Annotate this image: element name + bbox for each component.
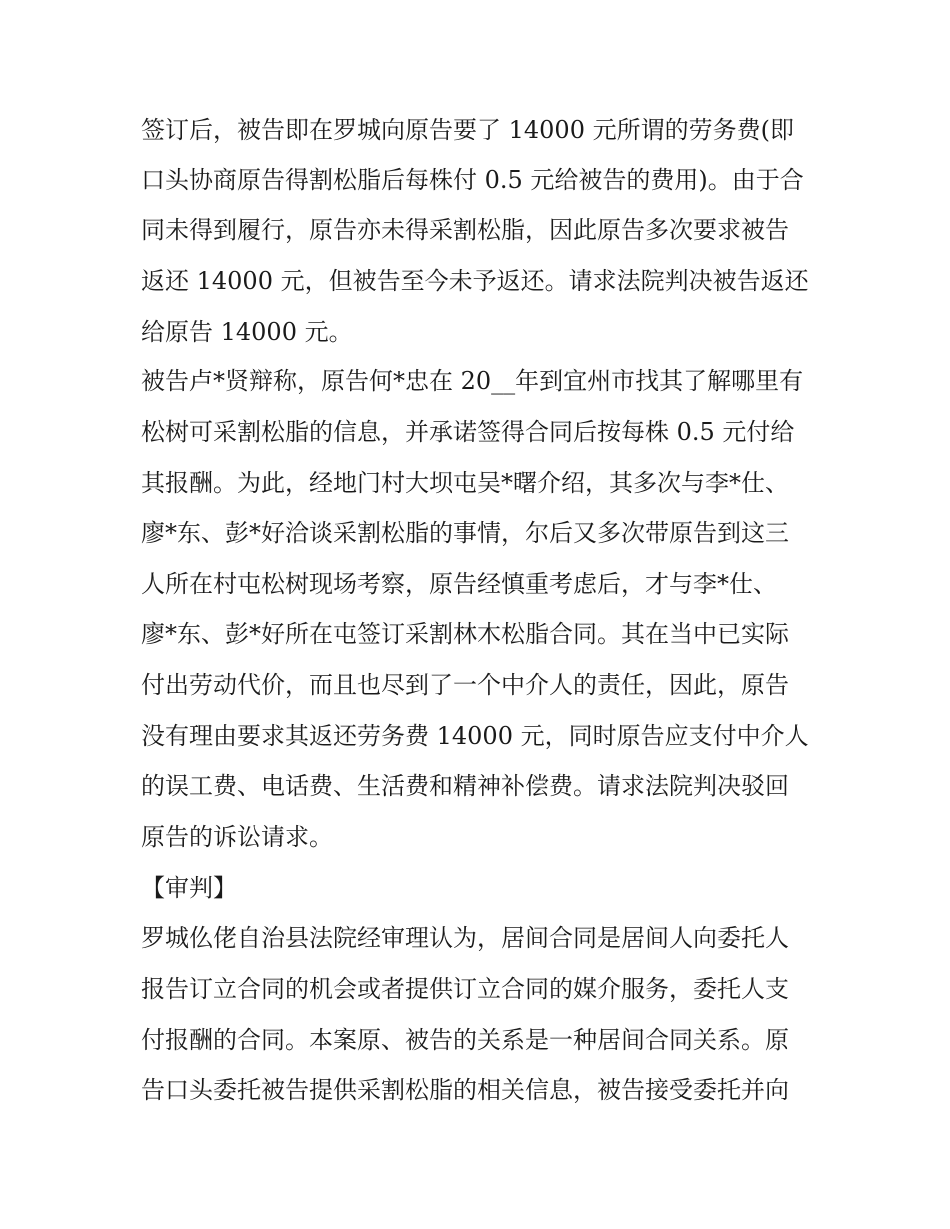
section-heading: 【审判】: [141, 874, 237, 902]
text-line: 人所在村屯松树现场考察，原告经慎重考虑后，才与李*仕、: [141, 570, 777, 598]
text-line: 松树可采割松脂的信息，并承诺签得合同后按每株 0.5 元付给: [141, 418, 795, 446]
text-line: 报告订立合同的机会或者提供订立合同的媒介服务，委托人支: [141, 975, 789, 1003]
text-line: 其报酬。为此，经地门村大坝屯吴*曙介绍，其多次与李*仕、: [141, 469, 789, 497]
text-line: 的误工费、电话费、生活费和精神补偿费。请求法院判决驳回: [141, 772, 789, 800]
text-line: 签订后，被告即在罗城向原告要了 14000 元所谓的劳务费(即: [141, 116, 794, 144]
text-line: 告口头委托被告提供采割松脂的相关信息，被告接受委托并向: [141, 1076, 789, 1104]
text-line: 廖*东、彭*好洽谈采割松脂的事情，尔后又多次带原告到这三: [141, 519, 789, 547]
text-line: 口头协商原告得割松脂后每株付 0.5 元给被告的费用)。由于合: [141, 166, 804, 194]
text-line: 返还 14000 元，但被告至今未予返还。请求法院判决被告返还: [141, 267, 809, 295]
text-line: 廖*东、彭*好所在屯签订采割林木松脂合同。其在当中已实际: [141, 620, 789, 648]
text-line: 同未得到履行，原告亦未得采割松脂，因此原告多次要求被告: [141, 216, 789, 244]
text-line: 付出劳动代价，而且也尽到了一个中介人的责任，因此，原告: [141, 671, 789, 699]
text-line: 没有理由要求其返还劳务费 14000 元，同时原告应支付中介人: [141, 722, 809, 750]
text-line: 罗城仫佬自治县法院经审理认为，居间合同是居间人向委托人: [141, 924, 789, 952]
text-line: 付报酬的合同。本案原、被告的关系是一种居间合同关系。原: [141, 1026, 789, 1054]
text-line: 被告卢*贤辩称，原告何*忠在 20__年到宜州市找其了解哪里有: [141, 367, 804, 395]
text-line: 给原告 14000 元。: [141, 318, 353, 346]
text-line: 原告的诉讼请求。: [141, 823, 333, 851]
